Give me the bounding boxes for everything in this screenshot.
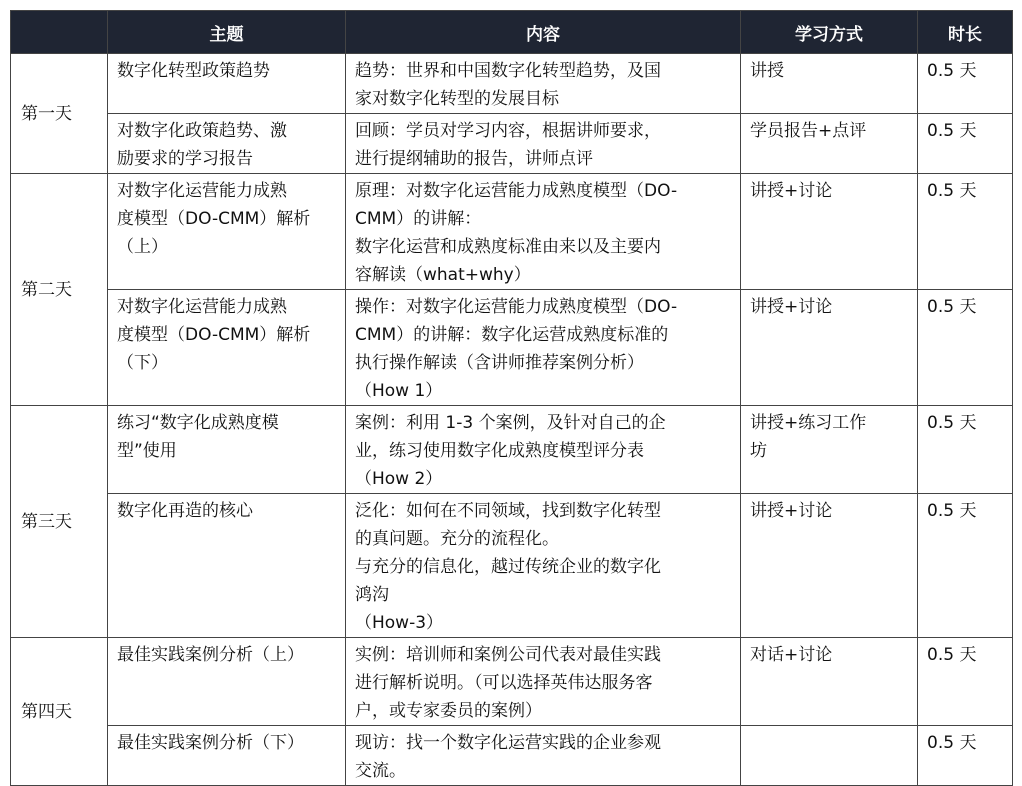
content-cell-line: 进行提纲辅助的报告，讲师点评 [355,149,593,169]
content-cell-line: （How 2） [355,469,443,489]
topic-cell-line: 最佳实践案例分析（下） [117,733,304,753]
content-cell-line: 数字化运营和成熟度标准由来以及主要内 [355,237,661,257]
content-cell [346,290,741,406]
method-cell [741,290,918,406]
topic-cell [108,726,346,786]
topic-cell [108,174,346,290]
table-row [11,174,1013,290]
method-cell-line: 讲授 [750,61,784,81]
topic-cell [108,54,346,114]
topic-cell [108,638,346,726]
schedule-table [10,10,1013,786]
header-content: 内容 [346,11,741,54]
day-cell: 第二天 [11,174,108,406]
topic-cell-line: 度模型（DO-CMM）解析 [117,209,311,229]
content-cell-line: 进行解析说明。（可以选择英伟达服务客 [355,673,653,693]
method-cell [741,174,918,290]
day-cell: 第一天 [11,54,108,174]
table-row [11,406,1013,494]
method-cell-line: 讲授+讨论 [750,501,833,521]
content-cell-line: （How-3） [355,613,444,633]
header-day [11,11,108,54]
topic-cell-line: （上） [117,237,168,257]
content-cell-line: 的真问题。充分的流程化。 [355,529,559,549]
content-cell-line: 业，练习使用数字化成熟度模型评分表 [355,441,644,461]
duration-cell: 0.5 天 [918,406,1013,494]
content-cell-line: 户，或专家委员的案例） [355,701,542,721]
content-cell-line: （How 1） [355,381,443,401]
day-cell: 第三天 [11,406,108,638]
table-row [11,290,1013,406]
content-cell [346,174,741,290]
method-cell-line: 对话+讨论 [750,645,833,665]
method-cell [741,54,918,114]
method-cell-line: 讲授+讨论 [750,181,833,201]
content-cell-line: 家对数字化转型的发展目标 [355,89,559,109]
header-topic: 主题 [108,11,346,54]
content-cell-line: 操作：对数字化运营能力成熟度模型（DO- [355,297,678,317]
table-row [11,114,1013,174]
topic-cell-line: 励要求的学习报告 [117,149,253,169]
header-method: 学习方式 [741,11,918,54]
day-cell: 第四天 [11,638,108,786]
topic-cell-line: 对数字化运营能力成熟 [117,297,287,317]
duration-cell: 0.5 天 [918,726,1013,786]
topic-cell-line: 型”使用 [117,441,177,461]
header-row [11,11,1013,54]
method-cell [741,406,918,494]
duration-cell: 0.5 天 [918,638,1013,726]
table-body [11,54,1013,786]
method-cell-line: 学员报告+点评 [750,121,867,141]
method-cell [741,638,918,726]
duration-cell: 0.5 天 [918,114,1013,174]
method-cell-line: 讲授+讨论 [750,297,833,317]
method-cell-line: 坊 [750,441,767,461]
duration-cell: 0.5 天 [918,54,1013,114]
method-cell-line: 讲授+练习工作 [750,413,867,433]
content-cell [346,638,741,726]
content-cell-line: 回顾：学员对学习内容，根据讲师要求， [355,121,661,141]
topic-cell [108,406,346,494]
content-cell [346,54,741,114]
content-cell-line: 容解读（what+why） [355,265,531,285]
topic-cell [108,494,346,638]
table-header [11,11,1013,54]
content-cell [346,726,741,786]
topic-cell-line: 最佳实践案例分析（上） [117,645,304,665]
method-cell [741,494,918,638]
content-cell-line: 鸿沟 [355,585,389,605]
topic-cell-line: 练习“数字化成熟度模 [117,413,279,433]
content-cell [346,406,741,494]
content-cell-line: CMM）的讲解： [355,209,482,229]
content-cell-line: 与充分的信息化，越过传统企业的数字化 [355,557,661,577]
content-cell-line: 执行操作解读（含讲师推荐案例分析） [355,353,644,373]
content-cell-line: 案例：利用 1-3 个案例，及针对自己的企 [355,413,666,433]
topic-cell-line: 对数字化运营能力成熟 [117,181,287,201]
content-cell-line: 原理：对数字化运营能力成熟度模型（DO- [355,181,678,201]
method-cell [741,114,918,174]
content-cell-line: 泛化：如何在不同领域，找到数字化转型 [355,501,661,521]
content-cell [346,494,741,638]
content-cell-line: 现访：找一个数字化运营实践的企业参观 [355,733,661,753]
topic-cell-line: 数字化再造的核心 [117,501,253,521]
topic-cell-line: 数字化转型政策趋势 [117,61,270,81]
duration-cell: 0.5 天 [918,494,1013,638]
topic-cell-line: 对数字化政策趋势、激 [117,121,287,141]
topic-cell-line: 度模型（DO-CMM）解析 [117,325,311,345]
duration-cell: 0.5 天 [918,290,1013,406]
header-duration: 时长 [918,11,1013,54]
content-cell-line: 实例：培训师和案例公司代表对最佳实践 [355,645,661,665]
duration-cell: 0.5 天 [918,174,1013,290]
content-cell-line: 趋势：世界和中国数字化转型趋势，及国 [355,61,661,81]
content-cell-line: 交流。 [355,761,406,781]
table-row [11,638,1013,726]
table-row [11,54,1013,114]
topic-cell [108,290,346,406]
method-cell [741,726,918,786]
content-cell-line: CMM）的讲解：数字化运营成熟度标准的 [355,325,669,345]
topic-cell [108,114,346,174]
content-cell [346,114,741,174]
table-row [11,494,1013,638]
topic-cell-line: （下） [117,353,168,373]
table-row [11,726,1013,786]
